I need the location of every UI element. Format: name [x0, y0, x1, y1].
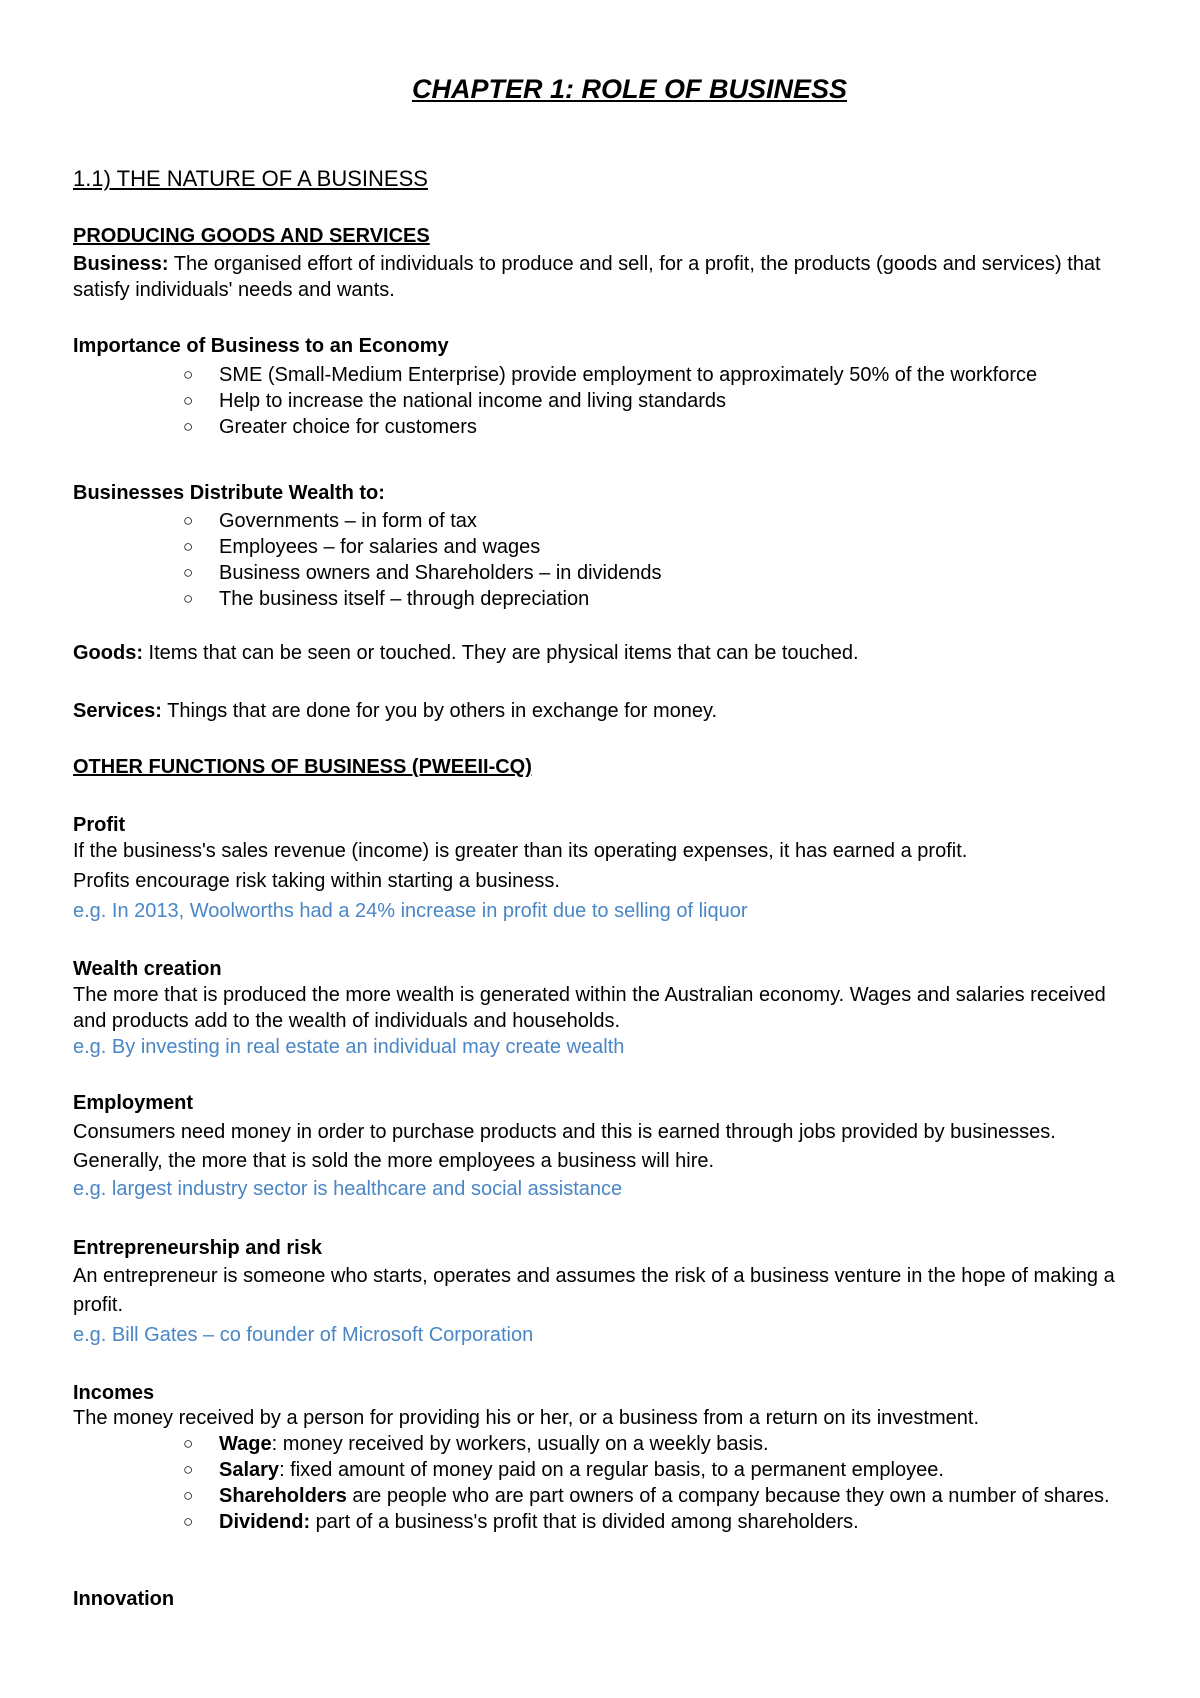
list-item: ○ Dividend: part of a business's profit that is divided among shareholders.: [183, 1511, 859, 1533]
list-item: ○ Employees – for salaries and wages: [183, 536, 541, 558]
producing-heading: PRODUCING GOODS AND SERVICES: [73, 225, 430, 247]
bullet-icon: ○: [183, 537, 194, 556]
entrepreneurship-heading: Entrepreneurship and risk: [73, 1237, 322, 1259]
business-term: Business:: [73, 253, 169, 275]
employment-heading: Employment: [73, 1092, 194, 1114]
employment-example: e.g. largest industry sector is healthcare and social assistance: [73, 1178, 623, 1200]
wealth-distribution-list: [183, 508, 662, 612]
goods-definition: Goods: Items that can be seen or touched. They are physical items that can be touched.: [73, 642, 859, 664]
bullet-icon: ○: [183, 365, 194, 384]
list-item: ○ Shareholders are people who are part owners of a company because they own a number of shares.: [183, 1485, 1110, 1507]
entrepreneurship-example: e.g. Bill Gates – co founder of Microsoft Corporation: [73, 1324, 534, 1346]
wealth-distribution-heading: Businesses Distribute Wealth to:: [73, 482, 385, 504]
incomes-heading: Incomes: [73, 1382, 155, 1404]
list-item: ○ Governments – in form of tax: [183, 510, 477, 532]
incomes-list: [183, 1431, 1173, 1535]
employment-text: Consumers need money in order to purchase products and this is earned through jobs provided by businesses. Generally, the more that is sold the more employees a business will hire.: [73, 1121, 1056, 1172]
wealth-creation-text: The more that is produced the more wealth is generated within the Australian economy. Wages and salaries received and products add to the wealth of individuals and households.: [73, 984, 1106, 1032]
bullet-icon: ○: [183, 417, 194, 436]
bullet-icon: ○: [183, 391, 194, 410]
entrepreneurship-text: An entrepreneur is someone who starts, operates and assumes the risk of a business venture in the hope of making a profit.: [73, 1265, 1115, 1316]
bullet-icon: ○: [183, 1460, 194, 1479]
importance-list: [183, 362, 1037, 440]
bullet-icon: ○: [183, 1434, 194, 1453]
wealth-creation-example: e.g. By investing in real estate an individual may create wealth: [73, 1036, 625, 1058]
services-term: Services:: [73, 700, 162, 722]
list-item: ○ The business itself – through depreciation: [183, 588, 590, 610]
list-item: ○ Wage: money received by workers, usually on a weekly basis.: [183, 1433, 769, 1455]
business-definition-text: The organised effort of individuals to produce and sell, for a profit, the products (goods and services) that satisfy individuals' needs and wants.: [73, 253, 1101, 301]
bullet-icon: ○: [183, 563, 194, 582]
importance-heading: Importance of Business to an Economy: [73, 335, 449, 357]
list-item: ○ SME (Small-Medium Enterprise) provide employment to approximately 50% of the workforce: [183, 364, 1038, 386]
profit-example: e.g. In 2013, Woolworths had a 24% increase in profit due to selling of liquor: [73, 900, 748, 922]
services-definition: Services: Things that are done for you by others in exchange for money.: [73, 700, 718, 722]
list-item: ○ Salary: fixed amount of money paid on a regular basis, to a permanent employee.: [183, 1459, 944, 1481]
list-item: ○ Business owners and Shareholders – in dividends: [183, 562, 662, 584]
section-heading: 1.1) THE NATURE OF A BUSINESS: [73, 166, 428, 191]
profit-line-2: Profits encourage risk taking within starting a business.: [73, 870, 560, 892]
profit-line-1: If the business's sales revenue (income) is greater than its operating expenses, it has earned a profit.: [73, 840, 968, 862]
innovation-heading: Innovation: [73, 1588, 175, 1610]
list-item: ○ Help to increase the national income and living standards: [183, 390, 726, 412]
list-item: ○ Greater choice for customers: [183, 416, 477, 438]
bullet-icon: ○: [183, 1486, 194, 1505]
goods-term: Goods:: [73, 642, 143, 664]
wealth-creation-heading: Wealth creation: [73, 958, 222, 980]
page-title: CHAPTER 1: ROLE OF BUSINESS: [411, 74, 848, 104]
other-functions-heading: OTHER FUNCTIONS OF BUSINESS (PWEEII-CQ): [73, 756, 532, 778]
profit-heading: Profit: [73, 814, 126, 836]
incomes-text: The money received by a person for providing his or her, or a business from a return on its investment.: [73, 1407, 979, 1429]
bullet-icon: ○: [183, 511, 194, 530]
bullet-icon: ○: [183, 589, 194, 608]
bullet-icon: ○: [183, 1512, 194, 1531]
business-definition: [73, 251, 1143, 303]
